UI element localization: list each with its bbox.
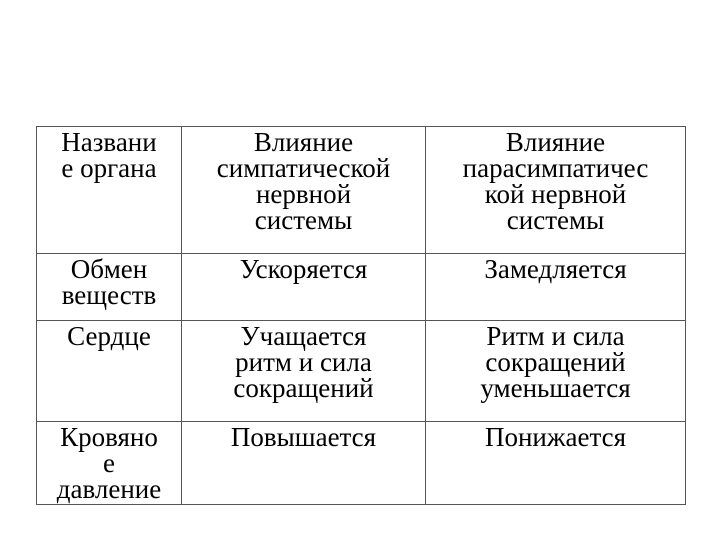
organ-cell: Сердце [37,321,182,422]
organ-cell: Обмен веществ [37,254,182,321]
sympathetic-cell: Учащается ритм и сила сокращений [182,321,426,422]
sympathetic-cell: Ускоряется [182,254,426,321]
header-sympathetic-effect: Влияние симпатической нервной системы [182,127,426,254]
sympathetic-cell: Повышается [182,422,426,505]
header-organ-name: Названи е органа [37,127,182,254]
parasympathetic-cell: Ритм и сила сокращений уменьшается [426,321,686,422]
table-row [37,254,686,321]
parasympathetic-cell: Замедляется [426,254,686,321]
organ-cell: Кровяно е давление [37,422,182,505]
header-parasympathetic-effect: Влияние парасимпатичес кой нервной системы [426,127,686,254]
table-row [37,422,686,505]
parasympathetic-cell: Понижается [426,422,686,505]
table-header-row [37,127,686,254]
table-row [37,321,686,422]
comparison-table [36,126,686,505]
